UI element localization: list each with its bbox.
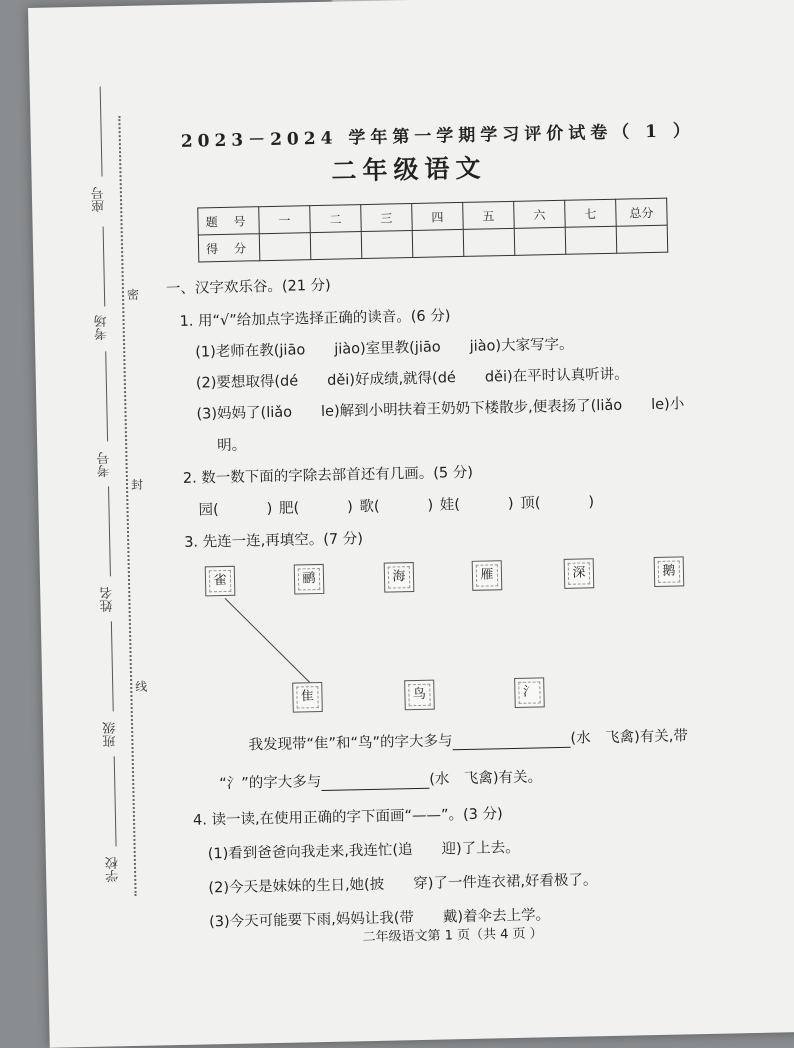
label-line	[108, 486, 111, 576]
q2-stem: 2. 数一数下面的字除去部首还有几画。(5 分)	[182, 464, 474, 487]
q2-item: 园(	[198, 502, 219, 519]
q2-item: )	[588, 494, 595, 511]
seat-number-label: 座号	[91, 186, 108, 213]
school-label: 学校	[105, 856, 122, 883]
score-header-cell: 总分	[616, 198, 668, 226]
exam-room-label: 考场	[94, 314, 110, 341]
score-cell[interactable]	[412, 229, 464, 257]
q2-blank[interactable]	[299, 511, 347, 512]
score-cell[interactable]	[463, 228, 515, 256]
q3-stem: 3. 先连一连,再填空。(7 分)	[184, 531, 364, 551]
q4-line2: (2)今天是妹妹的生日,她(披 穿)了一件连衣裙,好看极了。	[208, 872, 598, 897]
q4-line3: (3)今天可能要下雨,妈妈让我(带 戴)着伞去上学。	[209, 907, 551, 931]
label-line	[114, 756, 117, 846]
q2-item: ) 歌(	[346, 498, 380, 516]
seal-char-xian: 线	[135, 679, 148, 694]
score-header-cell: 题 号	[198, 207, 260, 235]
seal-char-feng: 封	[130, 477, 144, 492]
char-box-top[interactable]: 海	[384, 562, 415, 593]
q3-fill-line2: “氵”的字大多与 (水 飞禽)有关。	[219, 769, 543, 793]
score-row-label: 得 分	[198, 234, 260, 262]
score-cell[interactable]	[616, 225, 668, 253]
label-line	[100, 86, 103, 176]
score-cell[interactable]	[259, 233, 311, 261]
q1-line3: (3)妈妈了(liǎo le)解到小明扶着王奶奶下楼散步,便表扬了(liǎo le)小	[196, 396, 685, 423]
connecting-line	[225, 598, 311, 683]
score-header-cell: 七	[565, 199, 617, 227]
exam-paper	[28, 0, 794, 1048]
q1-stem: 1. 用“√”给加点字选择正确的读音。(6 分)	[179, 308, 451, 330]
q2-blank[interactable]	[219, 513, 267, 514]
q2-item: ) 娃(	[427, 497, 461, 514]
char-box-top[interactable]: 雀	[205, 566, 236, 597]
q4-line1: (1)看到爸爸向我走来,我连忙(追 迎)了上去。	[207, 839, 520, 863]
radical-box-bottom[interactable]: 氵	[514, 677, 545, 708]
q3-fill-line1: 我发现带“隹”和“鸟”的字大多与 (水 飞禽)有关,带	[248, 728, 689, 754]
char-box-top[interactable]: 鹅	[654, 556, 685, 587]
answer-blank[interactable]	[321, 772, 429, 791]
score-cell[interactable]	[565, 226, 617, 254]
score-cell[interactable]	[361, 231, 413, 259]
score-cell[interactable]	[310, 232, 362, 260]
q2-blank[interactable]	[460, 508, 508, 509]
q1-line1: (1)老师在教(jiāo jiào)室里教(jiāo jiào)大家写字。	[195, 336, 574, 361]
radical-box-bottom[interactable]: 鸟	[404, 680, 435, 711]
label-line	[111, 621, 114, 711]
score-header-cell: 二	[310, 205, 362, 233]
answer-blank[interactable]	[452, 731, 570, 750]
q2-blank[interactable]	[380, 510, 428, 511]
score-header-cell: 一	[259, 206, 311, 234]
q4-stem: 4. 读一读,在使用正确的字下面画“——”。(3 分)	[192, 806, 503, 829]
q1-line2: (2)要想取得(dé děi)好成绩,就得(dé děi)在平时认真听讲。	[195, 366, 629, 392]
class-label: 班级	[102, 721, 119, 748]
score-header-cell: 三	[361, 204, 413, 232]
section-heading: 一、汉字欢乐谷。(21 分)	[165, 277, 331, 298]
q2-item: ) 肥(	[266, 500, 300, 518]
score-header-cell: 五	[463, 201, 515, 229]
page-footer: 二年级语文第 1 页（共 4 页 ）	[362, 926, 543, 946]
label-line	[105, 351, 108, 441]
exam-number-label: 考号	[97, 451, 113, 478]
char-box-top[interactable]: 鹂	[294, 564, 325, 595]
exam-title: 2023－2024 学年第一学期学习评价试卷（ 1 ）	[180, 121, 696, 152]
name-label: 姓名	[100, 586, 116, 613]
q1-line3b: 明。	[217, 437, 247, 455]
q2-blank[interactable]	[540, 506, 588, 507]
score-cell[interactable]	[514, 227, 566, 255]
label-line	[103, 226, 106, 306]
score-header-cell: 六	[514, 200, 566, 228]
score-header-cell: 四	[412, 202, 464, 230]
radical-box-bottom[interactable]: 隹	[292, 682, 323, 713]
char-box-top[interactable]: 雁	[472, 560, 503, 591]
exam-subtitle: 二年级语文	[331, 153, 487, 186]
seal-char-mi: 密	[126, 287, 140, 302]
char-box-top[interactable]: 深	[564, 558, 595, 589]
q2-items	[198, 490, 594, 519]
score-table	[197, 198, 668, 263]
binding-dotted-line	[118, 116, 136, 896]
q2-item: ) 顶(	[507, 495, 541, 513]
